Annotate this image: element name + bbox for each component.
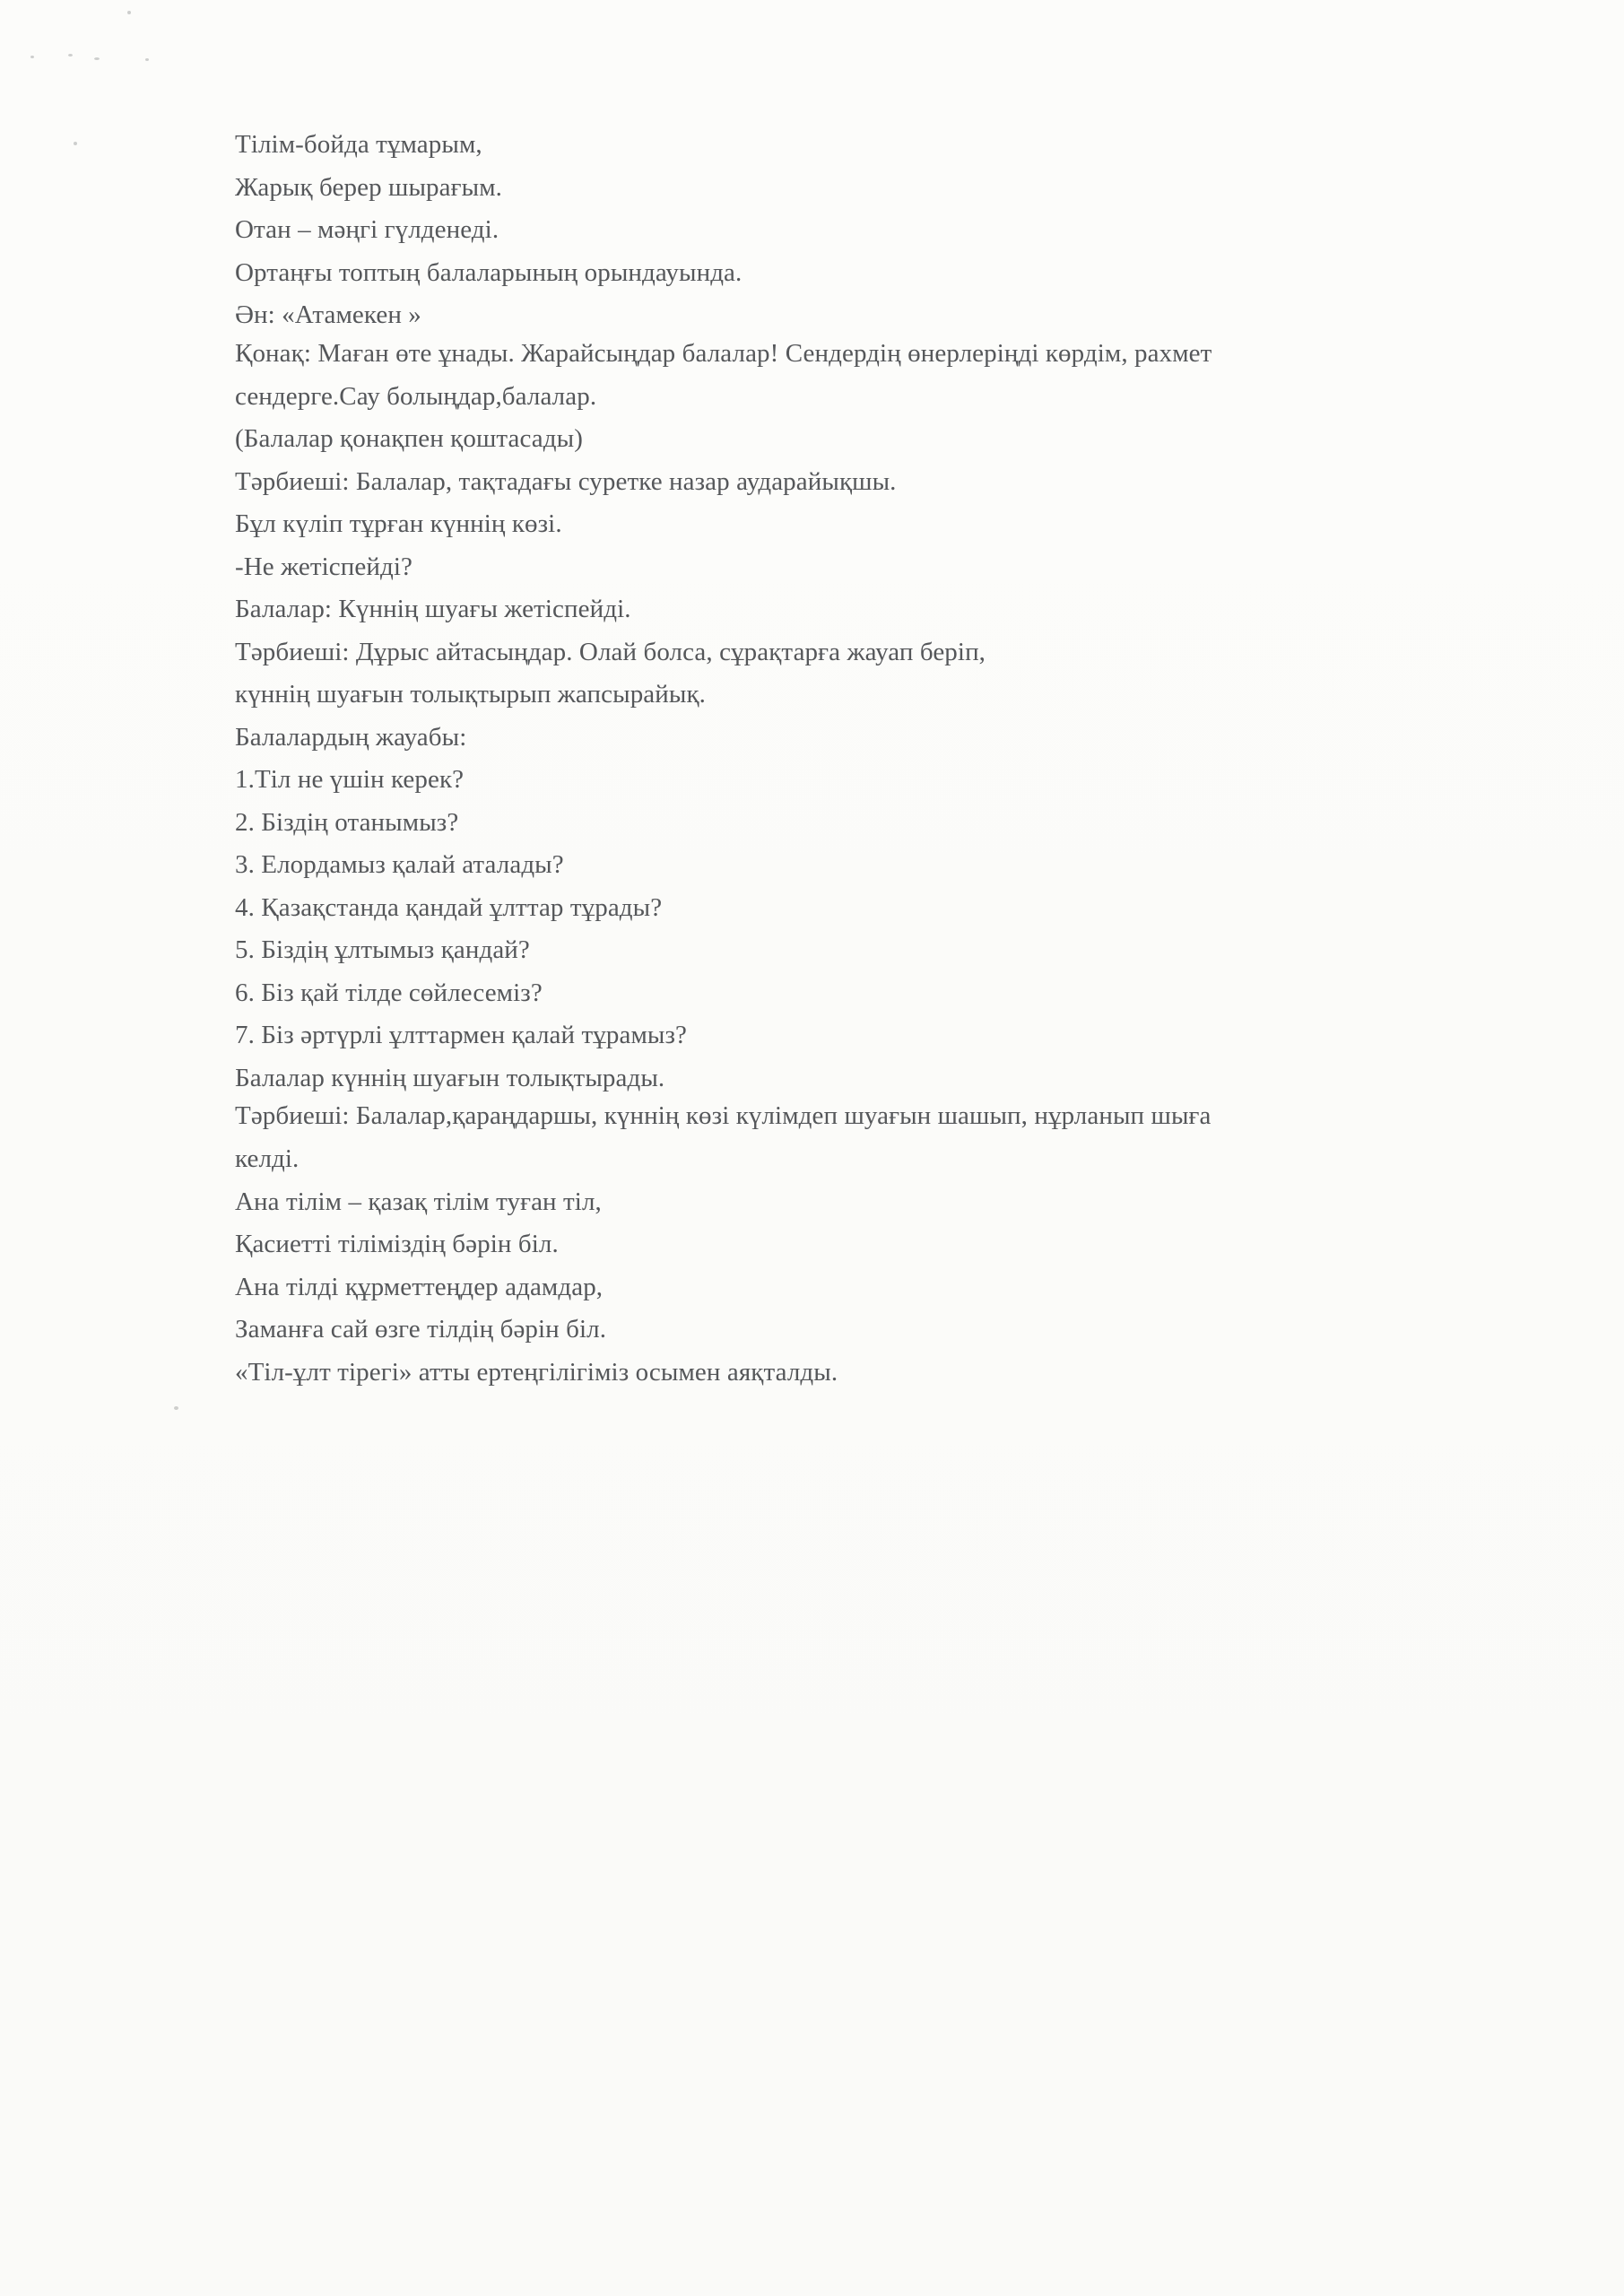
scan-speck [68,54,73,57]
text-line: Жарық берер шырағым. [235,172,502,202]
list-item: 3. Елордамыз қалай аталады? [235,850,564,879]
scan-speck [74,142,77,145]
poem-line: Заманға сай өзге тілдің бәрін біл. [235,1315,607,1344]
document-body [235,124,1508,1394]
text-line: -Не жетіспейді? [235,552,413,581]
list-item: 5. Біздің ұлтымыз қандай? [235,935,530,964]
text-line: күннің шуағын толықтырып жапсырайық. [235,680,707,709]
scan-speck [30,56,34,58]
text-line: Ортаңғы топтың балаларының орындауында. [235,257,743,287]
text-line: Отан – мәңгі гүлденеді. [235,215,499,244]
text-line: сендерге.Сау болыңдар,балалар. [235,381,597,411]
scan-speck [94,57,100,60]
text-line: Тілім-бойда тұмарым, [235,130,482,159]
text-line: келді. [235,1144,300,1173]
list-item: 2. Біздің отанымыз? [235,807,459,837]
text-line: Бұл күліп тұрған күннің көзі. [235,509,562,538]
text-line: Тәрбиеші: Балалар, тақтадағы суретке назар аударайықшы. [235,466,897,496]
text-line: Қонақ: Маған өте ұнады. Жарайсыңдар балалар! Сендердің өнерлеріңді көрдім, рахмет [235,338,1212,368]
list-item: 4. Қазақстанда қандай ұлттар тұрады? [235,892,663,922]
poem-line: Қасиетті тіліміздің бәрін біл. [235,1230,559,1258]
text-line: Ән: «Атамекен » [235,300,421,329]
poem-line: Ана тілім – қазақ тілім туған тіл, [235,1187,602,1216]
scan-speck [145,58,149,61]
text-line: (Балалар қонақпен қоштасады) [235,424,583,453]
list-item: 7. Біз әртүрлі ұлттармен қалай тұрамыз? [235,1021,688,1049]
text-line: Тәрбиеші: Балалар,қараңдаршы, күннің көзі күлімдеп шуағын шашып, нұрланып шыға [235,1101,1211,1130]
text-line: Балалардың жауабы: [235,722,467,752]
scan-speck [127,11,131,14]
scan-speck [174,1406,178,1410]
list-item: 1.Тіл не үшін керек? [235,765,465,794]
closing-line: «Тіл-ұлт тірегі» атты ертеңгілігіміз осымен аяқталды. [235,1357,838,1387]
list-item: 6. Біз қай тілде сөйлесеміз? [235,978,543,1007]
text-line: Балалар: Күннің шуағы жетіспейді. [235,595,631,623]
text-line: Тәрбиеші: Дұрыс айтасыңдар. Олай болса, сұрақтарға жауап беріп, [235,637,986,666]
text-line: Балалар күннің шуағын толықтырады. [235,1063,665,1092]
poem-line: Ана тілді құрметтеңдер адамдар, [235,1272,604,1301]
